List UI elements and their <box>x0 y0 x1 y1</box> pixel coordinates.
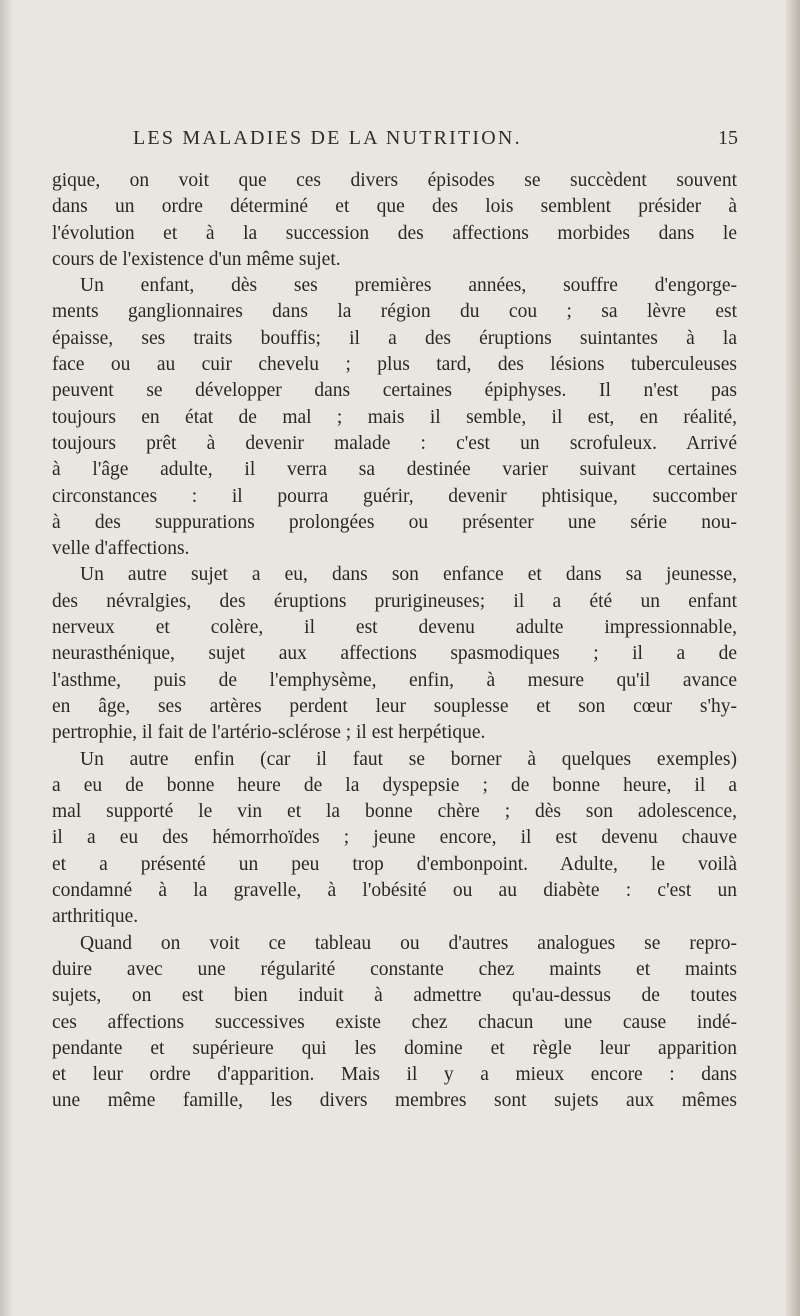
running-header <box>0 127 800 159</box>
body-text <box>52 168 737 1115</box>
text-line: velle d'affections. <box>52 538 190 560</box>
text-line: Quand on voit ce tableau ou d'autres analogues se repro- <box>80 932 737 954</box>
text-line: sujets, on est bien induit à admettre qu'au-dessus de toutes <box>52 985 737 1007</box>
text-line: et a présenté un peu trop d'embonpoint. Adulte, le voilà <box>52 853 737 875</box>
text-line: pertrophie, il fait de l'artério-sclérose ; il est herpétique. <box>52 722 486 744</box>
text-line: nerveux et colère, il est devenu adulte impressionnable, <box>52 617 737 639</box>
text-line: l'évolution et à la succession des affections morbides dans le <box>52 222 737 244</box>
text-line: mal supporté le vin et la bonne chère ; dès son adolescence, <box>52 801 737 823</box>
text-line: duire avec une régularité constante chez maints et maints <box>52 958 737 980</box>
text-line: a eu de bonne heure de la dyspepsie ; de bonne heure, il a <box>52 774 737 796</box>
page-left-edge <box>0 0 12 1316</box>
text-line: toujours prêt à devenir malade : c'est un scrofuleux. Arrivé <box>52 432 737 454</box>
text-line: condamné à la gravelle, à l'obésité ou au diabète : c'est un <box>52 880 737 902</box>
text-line: Un autre enfin (car il faut se borner à quelques exemples) <box>80 748 737 770</box>
page-number: 15 <box>718 127 738 149</box>
text-line: à l'âge adulte, il verra sa destinée varier suivant certaines <box>52 459 737 481</box>
text-line: il a eu des hémorrhoïdes ; jeune encore, il est devenu chauve <box>52 827 737 849</box>
text-line: face ou au cuir chevelu ; plus tard, des lésions tuberculeuses <box>52 354 737 376</box>
text-line: Un enfant, dès ses premières années, souffre d'engorge- <box>80 275 737 297</box>
text-line: gique, on voit que ces divers épisodes se succèdent souvent <box>52 170 737 191</box>
text-line: épaisse, ses traits bouffis; il a des éruptions suintantes à la <box>52 327 737 349</box>
text-line: neurasthénique, sujet aux affections spasmodiques ; il a de <box>52 643 737 665</box>
text-line: en âge, ses artères perdent leur souplesse et son cœur s'hy- <box>52 695 737 717</box>
text-line: circonstances : il pourra guérir, devenir phtisique, succomber <box>52 485 737 507</box>
text-line: ments ganglionnaires dans la région du cou ; sa lèvre est <box>52 301 737 323</box>
text-line: arthritique. <box>52 906 139 928</box>
text-line: des névralgies, des éruptions prurigineuses; il a été un enfant <box>52 590 737 612</box>
text-line: cours de l'existence d'un même sujet. <box>52 248 341 270</box>
text-line: à des suppurations prolongées ou présenter une série nou- <box>52 511 737 533</box>
text-line: Un autre sujet a eu, dans son enfance et dans sa jeunesse, <box>80 564 737 586</box>
running-title: LES MALADIES DE LA NUTRITION. <box>133 127 522 149</box>
page-right-edge <box>786 0 800 1316</box>
text-line: peuvent se développer dans certaines épiphyses. Il n'est pas <box>52 380 737 402</box>
text-line: ces affections successives existe chez chacun une cause indé- <box>52 1011 737 1033</box>
text-line: une même famille, les divers membres sont sujets aux mêmes <box>52 1090 737 1112</box>
text-line: et leur ordre d'apparition. Mais il y a mieux encore : dans <box>52 1064 737 1086</box>
text-line: toujours en état de mal ; mais il semble, il est, en réalité, <box>52 406 737 428</box>
text-line: l'asthme, puis de l'emphysème, enfin, à mesure qu'il avance <box>52 669 737 691</box>
text-line: pendante et supérieure qui les domine et règle leur apparition <box>52 1037 737 1059</box>
text-line: dans un ordre déterminé et que des lois semblent présider à <box>52 196 737 218</box>
